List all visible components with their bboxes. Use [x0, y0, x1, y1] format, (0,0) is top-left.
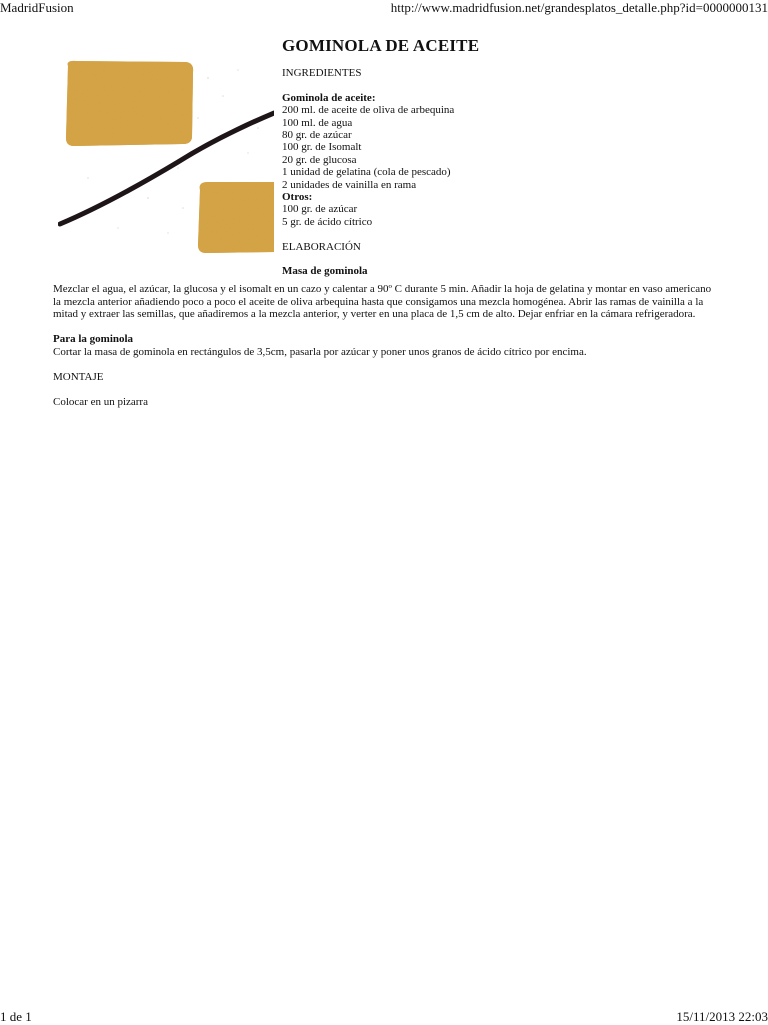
ingredient-item: 100 ml. de agua [282, 116, 353, 129]
print-footer-datetime: 15/11/2013 22:03 [676, 1009, 768, 1024]
para-text: Cortar la masa de gominola en rectángulos de 3,5cm, pasarla por azúcar y poner unos granos de ácido cítrico por encima. [53, 345, 587, 358]
elaboration-body [53, 283, 713, 409]
recipe-title: GOMINOLA DE ACEITE [282, 36, 480, 55]
masa-heading: Masa de gominola [282, 265, 368, 278]
ingredient-item: 200 ml. de aceite de oliva de arbequina [282, 104, 455, 117]
ingredient-item: 5 gr. de ácido cítrico [282, 215, 373, 228]
para-heading: Para la gominola [53, 333, 134, 346]
ingredient-item: 1 unidad de gelatina (cola de pescado) [282, 166, 451, 179]
dish-photo [58, 58, 274, 254]
elaboracion-heading: ELABORACIÓN [282, 240, 361, 253]
print-footer-page: 1 de 1 [0, 1009, 32, 1024]
montaje-text: Colocar en un pizarra [53, 396, 148, 409]
candy-cube-top [66, 61, 193, 146]
gummy-candy-vanilla-photo-icon [58, 58, 274, 254]
ingredient-item: 20 gr. de glucosa [282, 153, 357, 166]
ingredients-heading: INGREDIENTES [282, 67, 362, 79]
montaje-heading: MONTAJE [53, 371, 104, 384]
ingredients-section [282, 67, 722, 278]
masa-text: Mezclar el agua, el azúcar, la glucosa y el isomalt en un cazo y calentar a 90º C durante 5 min. Añadir la hoja de gelatina y montar en vaso americano la mezcla anterior añadiendo poco a poco el aceite de oliva arbequina hasta que consigamos una mezcla homogénea. Abrir las ramas de vainilla a la mitad y extraer las semillas, que añadiremos a la mezcla anterior, y verter en una placa de 1,5 cm de alto. Dejar enfriar en la cámara refrigeradora. [53, 283, 712, 321]
ingredient-item: 100 gr. de Isomalt [282, 141, 362, 154]
gominola-subheading: Gominola de aceite: [282, 91, 376, 104]
candy-cube-bottom [198, 182, 274, 253]
print-header-site: MadridFusion [0, 0, 74, 15]
ingredient-item: 80 gr. de azúcar [282, 129, 352, 142]
ingredient-item: 2 unidades de vainilla en rama [282, 178, 417, 191]
ingredient-item: 100 gr. de azúcar [282, 203, 358, 216]
print-header-url: http://www.madridfusion.net/grandesplatos_detalle.php?id=0000000131 [390, 0, 768, 15]
otros-subheading: Otros: [282, 191, 313, 204]
